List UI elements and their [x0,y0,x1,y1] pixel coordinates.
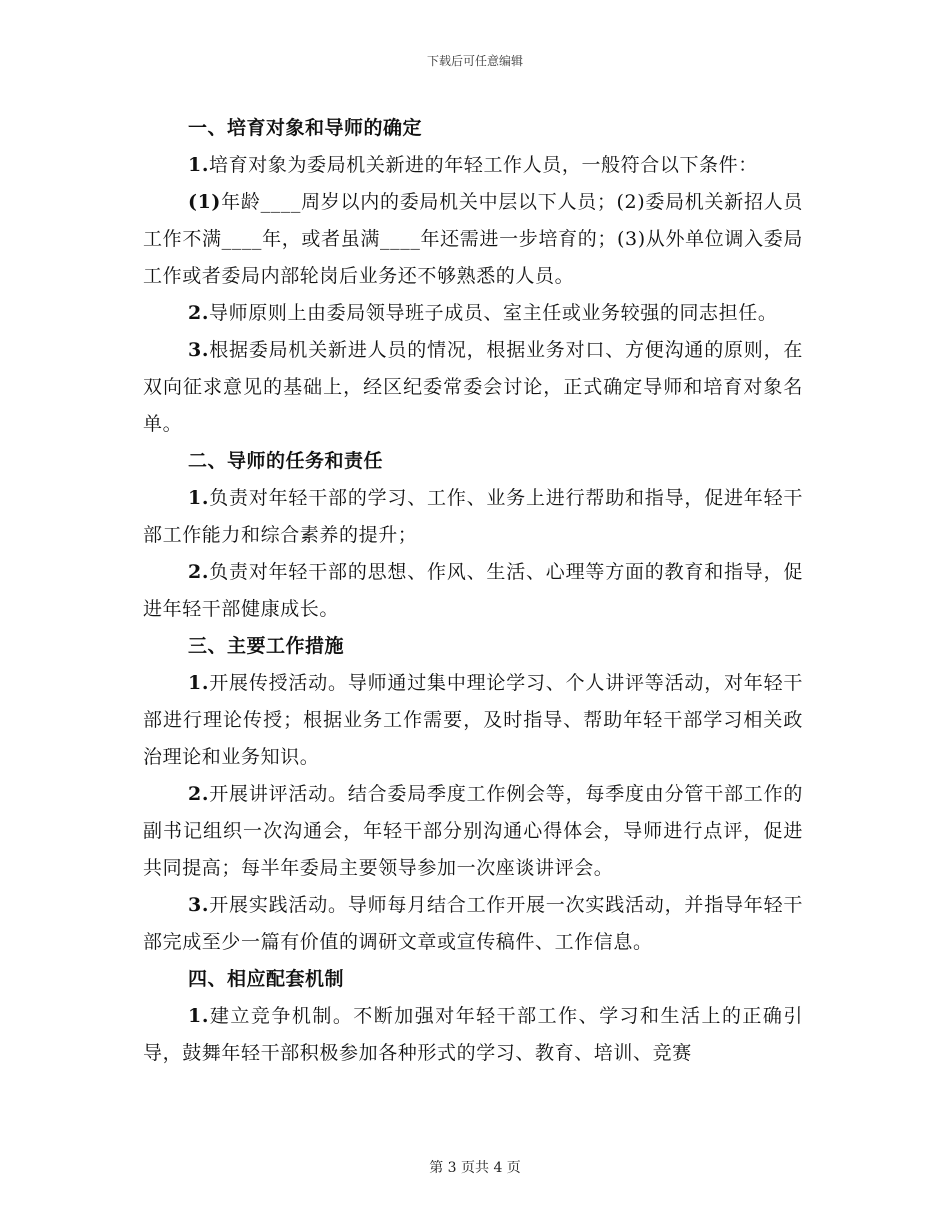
page-header-note: 下载后可任意编辑 [426,54,523,68]
paragraph-text: 负责对年轻干部的思想、作风、生活、心理等方面的教育和指导，促进年轻干部健康成长。 [143,561,803,620]
page-footer-number: 第 3 页共 4 页 [429,1160,521,1176]
paragraph-text: 开展讲评活动。结合委局季度工作例会等，每季度由分管干部工作的副书记组织一次沟通会，年轻干部分别沟通心得体会，导师进行点评，促进共同提高；每半年委局主要领导参加一次座谈讲评会。 [143,783,803,879]
paragraph-number: (1) [188,191,221,213]
paragraph [143,665,803,776]
section-heading: 一、培育对象和导师的确定 [188,117,423,139]
paragraph-number: 1. [188,1005,210,1027]
paragraph-text: 导师原则上由委局领导班子成员、室主任或业务较强的同志担任。 [209,302,778,324]
paragraph [143,776,803,887]
paragraph-number: 1. [188,154,210,176]
paragraph [143,184,803,295]
paragraph-number: 2. [188,302,210,324]
section-heading: 四、相应配套机制 [188,968,345,990]
paragraph [143,887,803,961]
paragraph-text: 开展传授活动。导师通过集中理论学习、个人讲评等活动，对年轻干部进行理论传授；根据业务工作需要，及时指导、帮助年轻干部学习相关政治理论和业务知识。 [143,672,803,768]
paragraph [143,295,803,332]
paragraph-text: 建立竞争机制。不断加强对年轻干部工作、学习和生活上的正确引导，鼓舞年轻干部积极参加各种形式的学习、教育、培训、竞赛 [143,1005,803,1064]
paragraph-text: 负责对年轻干部的学习、工作、业务上进行帮助和指导，促进年轻干部工作能力和综合素养的提升； [143,487,803,546]
document-body [143,110,803,1072]
paragraph [143,998,803,1072]
paragraph-text: 培育对象为委局机关新进的年轻工作人员，一般符合以下条件： [209,154,758,176]
paragraph-number: 2. [188,783,210,805]
paragraph-number: 3. [188,894,210,916]
paragraph-number: 1. [188,672,210,694]
paragraph [143,554,803,628]
paragraph [143,480,803,554]
section-heading: 三、主要工作措施 [188,635,345,657]
paragraph-text: 开展实践活动。导师每月结合工作开展一次实践活动，并指导年轻干部完成至少一篇有价值的调研文章或宣传稿件、工作信息。 [143,894,803,953]
paragraph-number: 2. [188,561,210,583]
paragraph-number: 1. [188,487,210,509]
paragraph [143,332,803,443]
paragraph-text: 年龄____周岁以内的委局机关中层以下人员；(2)委局机关新招人员工作不满____年，或者虽满____年还需进一步培育的；(3)从外单位调入委局工作或者委局内部轮岗后业务还不够熟悉的人员。 [143,191,803,287]
paragraph-number: 3. [188,339,210,361]
section-heading: 二、导师的任务和责任 [188,450,384,472]
paragraph-text: 根据委局机关新进人员的情况，根据业务对口、方便沟通的原则，在双向征求意见的基础上，经区纪委常委会讨论，正式确定导师和培育对象名单。 [143,339,803,435]
paragraph [143,147,803,184]
